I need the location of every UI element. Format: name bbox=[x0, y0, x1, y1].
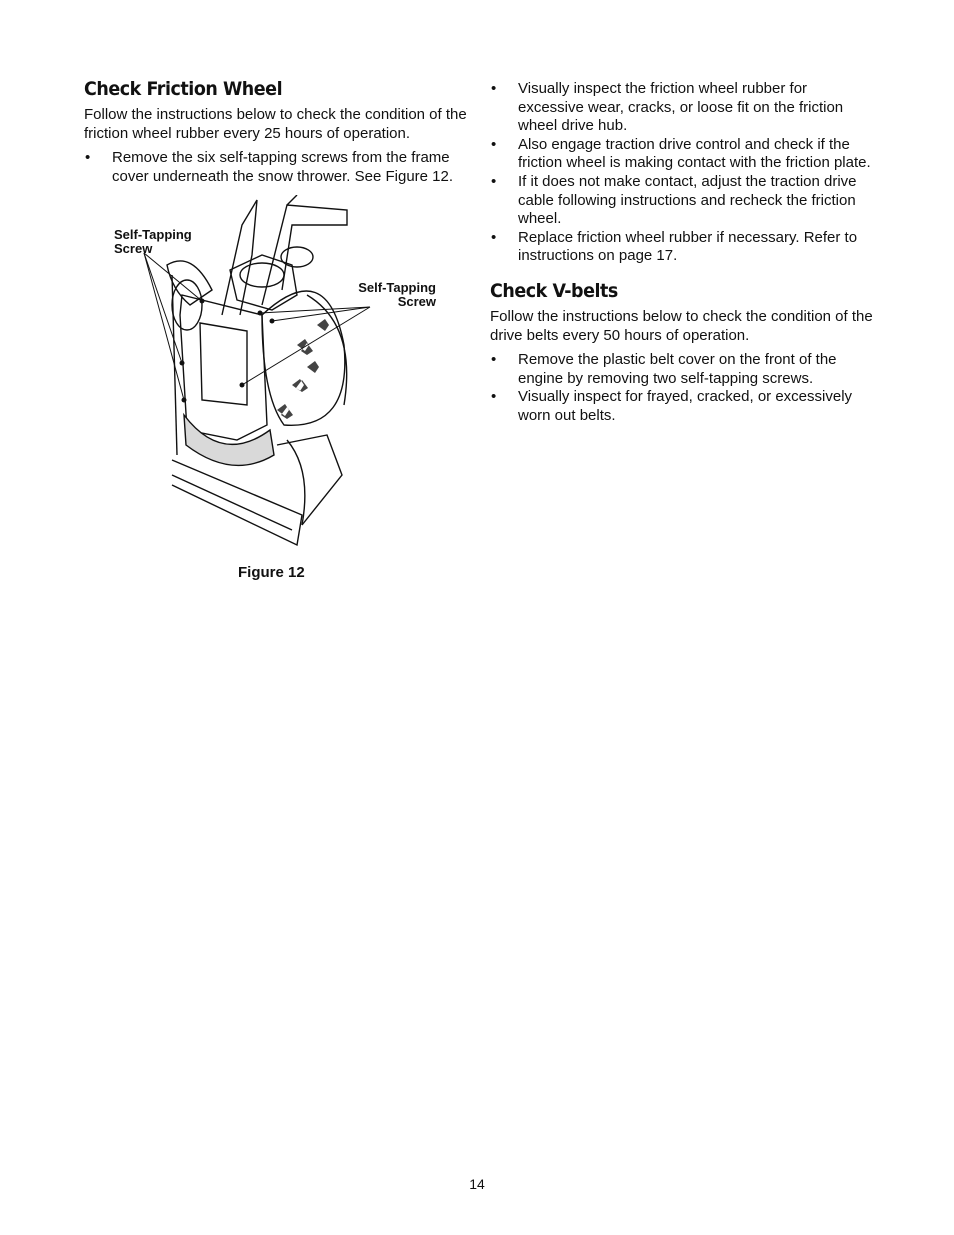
list-item: • If it does not make contact, adjust the traction drive cable following instructions and recheck the friction wheel. bbox=[490, 173, 875, 229]
right-column bbox=[490, 80, 875, 426]
heading-check-friction-wheel: Check Friction Wheel bbox=[84, 78, 283, 100]
list-item: • Remove the six self-tapping screws from the frame cover underneath the snow thrower. See Figure 12. bbox=[84, 149, 469, 186]
list-item: • Also engage traction drive control and check if the friction wheel is making contact with the friction plate. bbox=[490, 136, 875, 173]
heading-check-v-belts: Check V-belts bbox=[490, 279, 618, 302]
intro-friction-wheel: Follow the instructions below to check the condition of the friction wheel rubber every 25 hours of operation. bbox=[84, 106, 467, 142]
left-bullet-list bbox=[84, 149, 469, 186]
list-item: • Replace friction wheel rubber if necessary. Refer to instructions on page 17. bbox=[490, 229, 875, 266]
figure-caption: Figure 12 bbox=[238, 564, 305, 581]
section-check-v-belts bbox=[490, 280, 875, 426]
left-column bbox=[84, 78, 469, 186]
figure-12-illustration bbox=[112, 195, 452, 555]
page-number: 14 bbox=[469, 1176, 485, 1192]
right-bullet-list bbox=[490, 80, 875, 266]
list-item: • Remove the plastic belt cover on the front of the engine by removing two self-tapping screws. bbox=[490, 351, 875, 388]
intro-v-belts: Follow the instructions below to check the condition of the drive belts every 50 hours of operation. bbox=[490, 307, 873, 344]
v-belts-bullet-list bbox=[490, 351, 875, 425]
list-item: • Visually inspect for frayed, cracked, or excessively worn out belts. bbox=[490, 388, 875, 425]
label-self-tapping-screw-left: Self-Tapping Screw bbox=[114, 227, 192, 256]
label-self-tapping-screw-right: Self-Tapping Screw bbox=[358, 280, 436, 309]
list-item: • Visually inspect the friction wheel rubber for excessive wear, cracks, or loose fit on the friction wheel drive hub. bbox=[490, 80, 875, 136]
